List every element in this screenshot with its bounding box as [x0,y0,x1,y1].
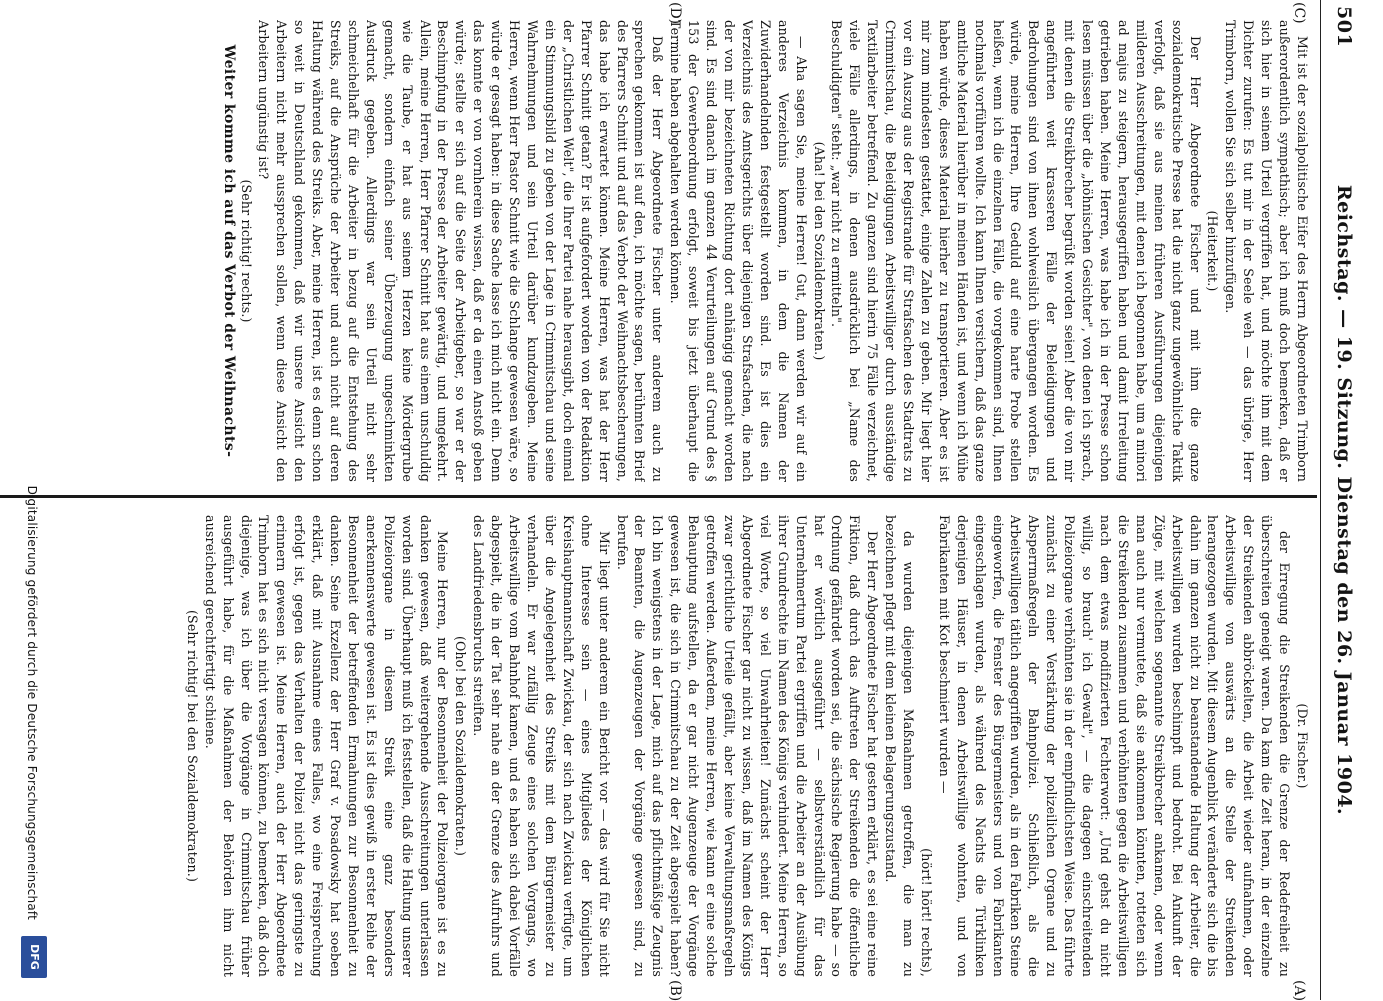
interjection: (Sehr richtig! bei den Sozialdemokraten.) [184,609,200,883]
paragraph: Der Herr Abgeordnete Fischer hat gestern erklärt, es sei eine reine Fiktion, daß durch das Auftreten der Streikenden die öffentliche Ordnung gefährdet worden sei, die sächsische Regierung habe — so hat er wörtlich ausgeführt — selbstverständlich für das Unternehmertum Partei ergriffen und die Arbeiter an der Ausübung ihrer Grundrechte im Namen des Königs verhindert. Meine Herren, so viel Worte, so viel Unwahrheiten! Zunächst scheint der Herr Abgeordnete Fischer gar nicht zu wissen, daß im Namen des Königs zwar gerichtliche Urteile gefällt, aber keine Verwaltungsmaßregeln getroffen werden. Außerdem, meine Herren, wie kann er eine solche Behauptung aufstellen, da er gar nicht Augenzeuge der Vorgänge gewesen ist, die sich in Crimmitschau zu der Zeit abgespielt haben? Ich bin wenigstens in der Lage, mich auf das pflichtmäßige Zeugnis der Beamten, die Augenzeugen der Vorgänge gewesen sind, zu berufen. [614,515,881,977]
paragraph: Der Herr Abgeordnete Fischer und mit ihm die ganze sozialdemokratische Presse hat die nicht ganz ungewöhnliche Taktik verfolgt, daß sie aus meinen früheren Ausführungen diejenigen milderen Ausschreitungen, mit denen ich begonnen habe, um a minori ad majus zu steigern, herausgegriffen haben und damit Irreleitung getrieben haben. Meine Herren, was habe ich in der Presse schon lesen müssen über die „höhnischen Gesichter", von denen ich sprach, mit denen die Streikbrecher begrüßt worden seien! Aber die von mir angeführten weit krasseren Fälle der Beleidigungen und Bedrohungen sind von ihnen wohlweislich übergangen worden. Es würde, meine Herren, Ihre Geduld auf eine harte Probe stellen heißen, wenn ich die einzelnen Fälle, die vorgekommen sind, Ihnen nochmals vorführen wollte. Ich kann Ihnen versichern, daß das ganze amtliche Material hierüber in meinen Händen ist, und wenn ich Mühe haben würde, dieses Material hierher zu transportieren. Aber es ist mir zum mindesten gestattet, einige Zahlen zu geben. Mir liegt hier vor ein Auszug aus der Registrande für Strafsachen des Stadtrats zu Crimmitschau, die Beleidigungen Arbeitswilliger durch ausständige Textilarbeiter betreffend. Zu ganzen sind hierin 75 Fälle verzeichnet, viele Fälle allerdings, in denen ausdrücklich bei „Name des Beschuldigten" steht: „war nicht zu ermitteln". [829,20,1203,482]
paragraph: Daß der Herr Abgeordnete Fischer unter anderem auch zu sprechen gekommen ist auf den, ich möchte sagen, berühmten Brief des Pfarrers Schnitt und auf das Verbot der Weihnachtsbescherungen, das habe ich erwartet können. Meine Herren, was hat der Herr Pfarrer Schnitt getan? Er ist aufgefordert worden von der Redaktion der „Christlichen Welt", die Ihrer Partei nahe herausgibt, doch einmal ein Stimmungsbild zu geben von der Lage in Crimmitschau und seine Wahrnehmungen und sein Urteil darüber kundzugeben. Meine Herren, wenn Herr Pastor Schnitt wie die Schlange gewesen wäre, so würde er gesagt haben: in diese Sache lasse ich mich nicht ein. Denn das konnte er von vornherein wissen, daß er da einen Anstoß geben würde; stellte er sich auf die Seite der Arbeitgeber, so war er der Beschimpfung in der Presse der Arbeiter gewärtig, und umgekehrt. Allein, meine Herren, Herr Pfarrer Schnitt hat aus einem unschuldig wie die Taube, er hat aus seinem Herzen keine Mördergrube gemacht, sondern einfach seiner Überzeugung ungeschminkten Ausdruck gegeben. Allerdings war sein Urteil nicht sehr schmeichelhaft für die Arbeiter in bezug auf die Entstehung des Streiks, auf die Ansprüche der Arbeiter und auch nicht auf deren Haltung während des Streiks. Aber, meine Herren, ist es denn schon so weit in Deutschland gekommen, daß wir unsere Ansicht den Arbeitern nicht mehr aussprechen sollen, wenn diese Ansicht den Arbeitern ungünstig ist? [256,20,666,482]
interjection: (Oho! bei den Sozialdemokraten.) [453,635,469,857]
paragraph: Meine Herren, nur der Besonnenheit der Polizeiorgane ist es zu danken gewesen, daß weitergehende Ausschreitungen unterlassen worden sind. Überhaupt muß ich feststellen, daß die Haltung unserer Polizeiorgane in diesem Streik eine ganz besonders anerkennenswerte gewesen ist. Es ist dies gewiß in erster Reihe der Besonnenheit der betreffenden Ermahnungen zur Besonnenheit zu danken. Seine Exzellenz der Herr Graf v. Posadowsky hat soeben erklärt, daß mit Ausnahme eines Falles, wo eine Freisprechung erfolgt ist, gegen das Verhalten der Polizei nicht das geringste zu erinnern gewesen ist. Meine Herren, auch der Herr Abgeordnete Trimborn hat es sich nicht versagen können, zu bemerken, daß doch diejenige, was ich über die Vorgänge in Crimmitschau früher ausgeführt habe, für die Maßnahmen der Behörden ihm nicht ausreichend gerechtfertigt schiene. [202,515,451,977]
header-rule [1320,0,1321,1000]
right-column [11,20,1311,482]
digitization-credit: Digitalisierung gefördert durch die Deutsche Forschungsgemeinschaft [25,485,39,920]
margin-marker-a: (A) [1291,980,1307,1001]
digitization-footer [13,20,53,980]
interjection: (Sehr richtig! rechts.) [238,179,254,323]
margin-marker-c: (C) [1291,2,1307,24]
paragraph: Mir liegt unter anderem ein Bericht vor — das wird für Sie nicht ohne Interesse sein — eines Mitgliedes der Königlichen Kreishauptmannschaft Zwickau, der sich nach Zwickau verfügte, um über die Angelegenheit des Streiks mit dem Bürgermeister zu verhandeln. Er war zufällig Zeuge eines solchen Vorgangs, wo Arbeitswillige vom Bahnhof kamen, und es haben sich dabei Vorfälle abgespielt, die in der Tat sehr nahe an der Grenze des Aufruhrs und des Landfriedensbruchs streiften. [471,515,612,977]
page-header [1325,0,1365,1000]
paragraph: da wurden diejenigen Maßnahmen getroffen, die man zu bezeichnen pflegt mit dem kleinen Belagerungszustand. [883,515,917,977]
paragraph: der Erregung die Streikenden die Grenze der Redefreiheit zu überschreiten geneigt waren. Da kam die Zeit heran, in der einzelne der Streikenden abbröckelten, die Arbeit wieder aufnahmen, oder Arbeitswillige von auswärts an die Stelle der Streikenden herangezogen wurden. Mit diesem Augenblick veränderte sich die bis dahin im ganzen nicht zu beanstandende Haltung der Arbeiter, die Arbeitswilligen wurden beschimpft und bedroht. Bei Ankunft der Züge, mit welchen sogenannte Streikbrecher ankamen, oder wenn man auch nur vermutete, daß sie ankommen könnten, rotteten sich die Streikenden zusammen und verhöhnten gegen die Arbeitswilligen nach dem etwas modifizierten Fechterwort: „Und gehst du nicht willig, so brauch' ich Gewalt", — die dagegen einschreitenden Polizeiorgane verhöhnten sie in der empfindlichsten Weise. Das führte zunächst zu einer Verstärkung der polizeilichen Organe und zu Absperrmaßregeln der Bahnpolizei. Schließlich, als die Arbeitswilligen tätlich angegriffen wurden, als in den Fabriken Steine eingeworfen, die Fenster des Bürgermeisters und von Fabrikanten eingeschlagen wurden, als während des Nachts die Türklinken derjenigen Häuser, in denen Arbeitswillige wohnten, und von Fabrikanten mit Kot beschmiert wurden — [936,515,1293,977]
paragraph: Mit ist der sozialpolitische Eifer des Herrn Abgeordneten Trimborn außerordentlich sympathisch; aber ich muß doch bemerken, daß er sich hier in seinem Urteil vergriffen hat, und möchte ihm mit dem Dichter zurufen: Es tut mir in der Seele weh — das übrige, Herr Trimborn, wollen Sie sich selber hinzufügen. [1223,20,1310,482]
paragraph: — Aha sagen Sie, meine Herren! Gut, dann werden wir auf ein anderes Verzeichnis kommen, in dem die Namen der Zuwiderhandelnden festgestellt worden sind. Es ist dies ein Verzeichnis des Amtsgerichts über diejenigen Strafsachen, die nach der von mir bezeichneten Richtung dort anhängig gemacht worden sind. Es sind danach im ganzen 44 Verurteilungen auf Grund des § 153 der Gewerbeordnung erfolgt, soweit bis jetzt überhaupt die Termine haben abgehalten werden können. [668,20,809,482]
column-divider [0,495,1317,498]
closing-line: Weiter komme ich auf das Verbot der Weihnachts- [220,44,237,458]
speaker-label: (Dr. Fischer.) [1295,703,1310,789]
interjection: (Aha! bei den Sozialdemokraten.) [811,141,827,361]
page-number: 501 [1333,6,1355,48]
page-title: Reichstag. — 19. Sitzung. Dienstag den 26. Januar 1904. [1333,184,1355,816]
interjection: (Heiterkeit.) [1205,210,1221,292]
dfg-logo: DFG [21,936,47,978]
interjection: (hört! hört! rechts), [918,848,934,977]
left-column [11,515,1311,977]
margin-marker-d: (D) [667,2,683,25]
margin-marker-b: (B) [667,980,683,1001]
